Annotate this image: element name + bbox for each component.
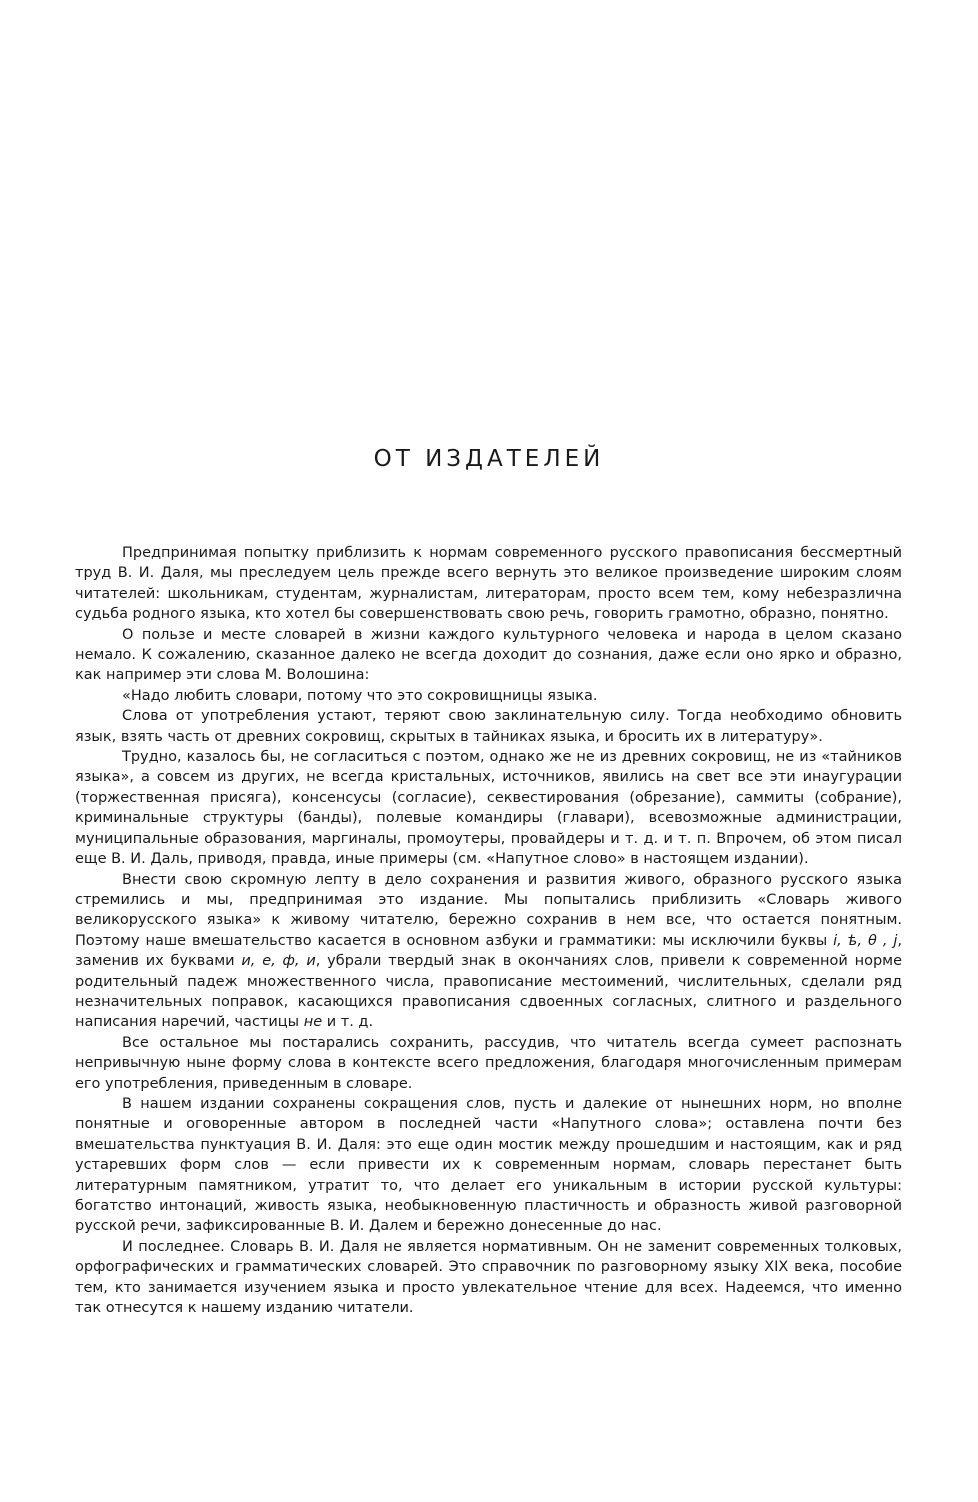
paragraph-1: Предпринимая попытку приблизить к нормам современного русского правописания бессмертный труд В. И. Даля, мы преследуем цель прежде всего вернуть это великое произведение широким слоям читателей: школьникам, студентам, журналистам, литераторам, просто всем тем, кому небезразлична судьба родного языка, кто хотел бы совершенствовать свою речь, говорить грамотно, образно, понятно. bbox=[75, 545, 902, 623]
paragraph-2: О пользе и месте словарей в жизни каждого культурного человека и народа в целом сказано немало. К сожалению, сказанное далеко не всегда доходит до сознания, даже если оно ярко и образно, как например эти слова М. Волошина: bbox=[75, 626, 902, 684]
paragraph-6-part-2: , заменив их буквами bbox=[75, 932, 902, 970]
paragraph-4-quote-end: Слова от употребления устают, теряют свою заклинательную силу. Тогда необходимо обновить язык, взять часть от древних сокровищ, скрытых в тайниках языка, и бросить их в литературу». bbox=[75, 708, 902, 745]
paragraph-6-part-3: , убрали твердый знак в окончаниях слов, привели к современной норме родительный падеж множественного числа, правописание местоимений, числительных, сделали ряд незначительных поправок, касающихся правописания сдвоенных согласных, слитного и раздельного написания наречий, частицы bbox=[75, 953, 903, 1031]
particle-ne: не bbox=[303, 1014, 323, 1031]
paragraph-3-quote-start: «Надо любить словари, потому что это сокровищницы языка. bbox=[122, 687, 598, 704]
paragraph-6-part-1: Внести свою скромную лепту в дело сохранения и развития живого, образного русского языка стремились и мы, предпринимая это издание. Мы попытались приблизить «Словарь живого великорусского языка» к живому читателю, бережно сохранив в нем все, что остается понятным. Поэтому наше вмешательство касается в основном азбуки и грамматики: мы исключили буквы bbox=[75, 871, 902, 949]
old-letters: і, ѣ, θ , ј bbox=[833, 932, 898, 949]
paragraph-9: И последнее. Словарь В. И. Даля не является нормативным. Он не заменит современных толковых, орфографических и грамматических словарей. Это справочник по разговорному языку XIX века, пособие тем, кто занимается изучением языка и просто увлекательное чтение для всех. Надеемся, что именно так отнесутся к нашему изданию читатели. bbox=[75, 1238, 902, 1317]
paragraph-8: В нашем издании сохранены сокращения слов, пусть и далекие от нынешних норм, но вполне понятные и оговоренные автором в последней части «Напутного слова»; оставлена почти без вмешательства пунктуация В. И. Даля: это еще один мостик между прошедшим и настоящим, как и ряд устаревших форм слов — если привести их к современным нормам, словарь перестанет быть литературным памятником, утратит то, что делает его уникальным в истории русской культуры: богатство интонаций, живость языка, необыкновенную пластичность и образность живой разговорной русской речи, зафиксированные В. И. Далем и бережно донесенные до нас. bbox=[75, 1095, 902, 1235]
new-letters: и, е, ф, и bbox=[241, 953, 316, 970]
paragraph-7: Все остальное мы постарались сохранить, рассудив, что читатель всегда сумеет распознать непривычную ныне форму слова в контексте всего предложения, благодаря многочисленным примерам его употребления, приведенным в словаре. bbox=[75, 1034, 902, 1092]
paragraph-5: Трудно, казалось бы, не согласиться с поэтом, однако же не из древних сокровищ, не из «тайников языка», а совсем из других, не всегда кристальных, источников, явились на свет все эти инаугурации (торжественная присяга), консенсусы (согласие), секвестирования (обрезание), саммиты (собрание), криминальные структуры (банды), полевые командиры (главари), всевозможные администрации, муниципальные образования, маргиналы, промоутеры, провайдеры и т. д. и т. п. Впрочем, об этом писал еще В. И. Даль, приводя, правда, иные примеры (см. «Напутное слово» в настоящем издании). bbox=[75, 749, 902, 868]
page-title: ОТ ИЗДАТЕЛЕЙ bbox=[373, 446, 605, 472]
preface-body bbox=[75, 543, 902, 1318]
paragraph-6 bbox=[75, 870, 902, 1033]
paragraph-6-part-4: и т. д. bbox=[322, 1014, 374, 1031]
